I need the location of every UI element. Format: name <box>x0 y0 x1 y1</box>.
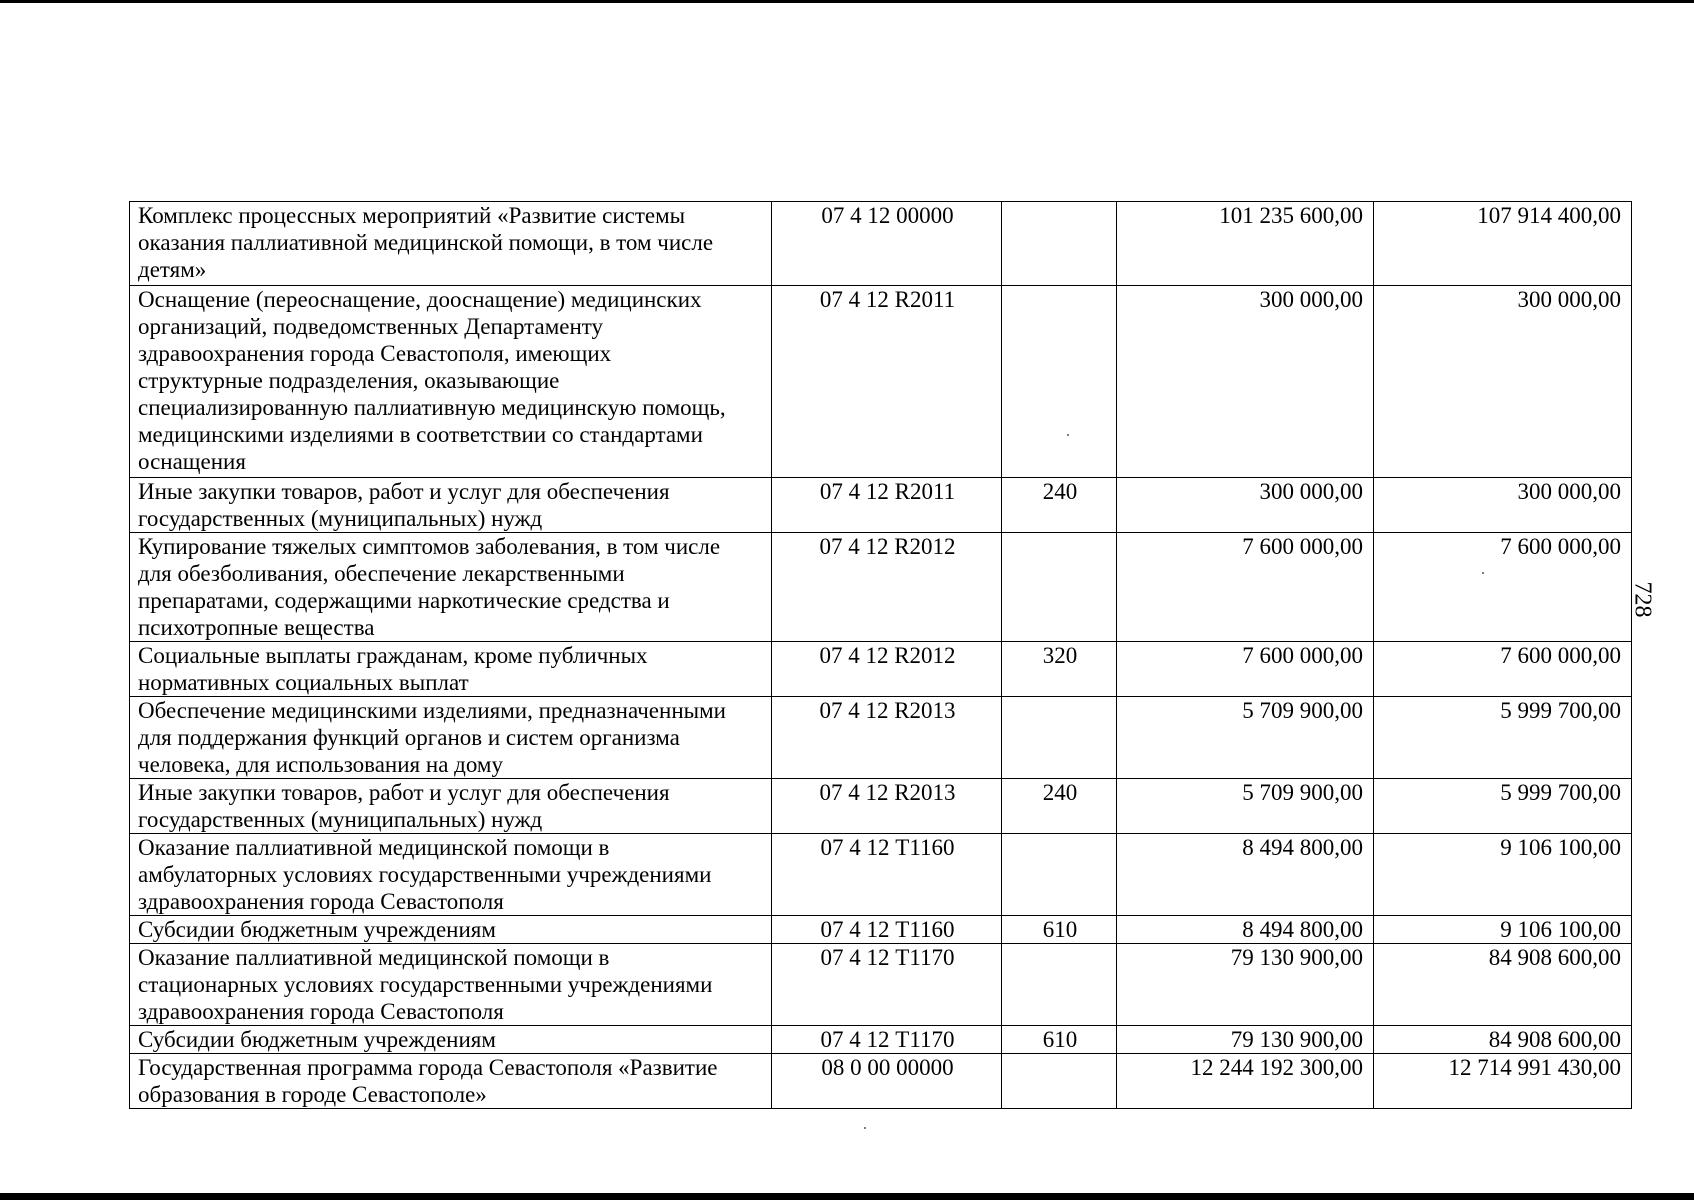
row-name-cell: Оказание паллиативной медицинской помощи в стационарных условиях государственными учреждениями здравоохранения города Севастополя <box>130 944 772 1026</box>
row-name-cell: Иные закупки товаров, работ и услуг для обеспечения государственных (муниципальных) нужд <box>130 478 772 533</box>
row-name-cell: Субсидии бюджетным учреждениям <box>130 1026 772 1054</box>
row-amount-year2-cell: 300 000,00 <box>1374 286 1632 478</box>
table-row <box>130 202 1632 286</box>
row-expense-type-cell <box>1002 697 1117 779</box>
row-code-cell: 07 4 12 R2012 <box>772 642 1002 697</box>
row-amount-year1-cell: 8 494 800,00 <box>1117 834 1374 916</box>
row-amount-year1-cell: 300 000,00 <box>1117 286 1374 478</box>
table-row <box>130 779 1632 834</box>
row-amount-year1-cell: 8 494 800,00 <box>1117 916 1374 944</box>
row-code-cell: 07 4 12 R2011 <box>772 478 1002 533</box>
row-amount-year2-cell: 84 908 600,00 <box>1374 944 1632 1026</box>
row-expense-type-cell: 240 <box>1002 779 1117 834</box>
row-name-cell: Субсидии бюджетным учреждениям <box>130 916 772 944</box>
row-expense-type-cell: 610 <box>1002 1026 1117 1054</box>
row-amount-year2-cell: 7 600 000,00 <box>1374 642 1632 697</box>
row-code-cell: 08 0 00 00000 <box>772 1054 1002 1109</box>
table-row <box>130 286 1632 478</box>
row-amount-year2-cell: 84 908 600,00 <box>1374 1026 1632 1054</box>
row-expense-type-cell <box>1002 834 1117 916</box>
row-name-cell: Государственная программа города Севастополя «Развитие образования в городе Севастополе» <box>130 1054 772 1109</box>
row-code-cell: 07 4 12 R2013 <box>772 697 1002 779</box>
scan-bottom-edge <box>0 1193 1694 1200</box>
budget-table-body <box>130 202 1632 1109</box>
row-expense-type-cell: 610 <box>1002 916 1117 944</box>
page-number: 728 <box>1629 581 1656 618</box>
row-amount-year1-cell: 79 130 900,00 <box>1117 944 1374 1026</box>
table-row <box>130 916 1632 944</box>
row-expense-type-cell: 320 <box>1002 642 1117 697</box>
row-amount-year2-cell: 107 914 400,00 <box>1374 202 1632 286</box>
row-amount-year1-cell: 79 130 900,00 <box>1117 1026 1374 1054</box>
row-code-cell: 07 4 12 R2013 <box>772 779 1002 834</box>
row-name-cell: Комплекс процессных мероприятий «Развитие системы оказания паллиативной медицинской помощи, в том числе детям» <box>130 202 772 286</box>
row-name-cell: Обеспечение медицинскими изделиями, предназначенными для поддержания функций органов и систем организма человека, для использования на дому <box>130 697 772 779</box>
row-name-cell: Оснащение (переоснащение, дооснащение) медицинских организаций, подведомственных Департаменту здравоохранения города Севастополя, имеющих структурные подразделения, оказывающие специализированную паллиативную медицинскую помощь, медицинскими изделиями в соответствии со стандартами оснащения <box>130 286 772 478</box>
scan-speck <box>864 1127 866 1129</box>
scan-top-edge <box>0 0 1694 3</box>
row-code-cell: 07 4 12 R2012 <box>772 533 1002 642</box>
row-code-cell: 07 4 12 00000 <box>772 202 1002 286</box>
row-expense-type-cell <box>1002 533 1117 642</box>
row-amount-year2-cell: 9 106 100,00 <box>1374 834 1632 916</box>
scan-speck <box>1067 434 1069 436</box>
table-row <box>130 533 1632 642</box>
row-amount-year2-cell: 7 600 000,00 <box>1374 533 1632 642</box>
row-expense-type-cell <box>1002 286 1117 478</box>
row-amount-year1-cell: 5 709 900,00 <box>1117 779 1374 834</box>
table-row <box>130 1054 1632 1109</box>
row-expense-type-cell <box>1002 1054 1117 1109</box>
row-amount-year2-cell: 12 714 991 430,00 <box>1374 1054 1632 1109</box>
table-row <box>130 697 1632 779</box>
row-code-cell: 07 4 12 Т1170 <box>772 944 1002 1026</box>
row-amount-year2-cell: 9 106 100,00 <box>1374 916 1632 944</box>
row-code-cell: 07 4 12 Т1160 <box>772 834 1002 916</box>
row-amount-year2-cell: 300 000,00 <box>1374 478 1632 533</box>
row-expense-type-cell <box>1002 944 1117 1026</box>
row-amount-year1-cell: 7 600 000,00 <box>1117 642 1374 697</box>
row-name-cell: Купирование тяжелых симптомов заболевания, в том числе для обезболивания, обеспечение лекарственными препаратами, содержащими наркотические средства и психотропные вещества <box>130 533 772 642</box>
row-code-cell: 07 4 12 Т1170 <box>772 1026 1002 1054</box>
table-row <box>130 642 1632 697</box>
row-code-cell: 07 4 12 Т1160 <box>772 916 1002 944</box>
scan-speck <box>1482 572 1484 574</box>
row-name-cell: Социальные выплаты гражданам, кроме публичных нормативных социальных выплат <box>130 642 772 697</box>
table-row <box>130 944 1632 1026</box>
row-expense-type-cell <box>1002 202 1117 286</box>
row-amount-year1-cell: 7 600 000,00 <box>1117 533 1374 642</box>
row-amount-year2-cell: 5 999 700,00 <box>1374 697 1632 779</box>
table-row <box>130 1026 1632 1054</box>
row-name-cell: Оказание паллиативной медицинской помощи в амбулаторных условиях государственными учреждениями здравоохранения города Севастополя <box>130 834 772 916</box>
row-amount-year2-cell: 5 999 700,00 <box>1374 779 1632 834</box>
row-expense-type-cell: 240 <box>1002 478 1117 533</box>
row-amount-year1-cell: 101 235 600,00 <box>1117 202 1374 286</box>
row-amount-year1-cell: 300 000,00 <box>1117 478 1374 533</box>
table-row <box>130 478 1632 533</box>
row-amount-year1-cell: 12 244 192 300,00 <box>1117 1054 1374 1109</box>
table-row <box>130 834 1632 916</box>
row-name-cell: Иные закупки товаров, работ и услуг для обеспечения государственных (муниципальных) нужд <box>130 779 772 834</box>
row-amount-year1-cell: 5 709 900,00 <box>1117 697 1374 779</box>
row-code-cell: 07 4 12 R2011 <box>772 286 1002 478</box>
budget-table <box>129 201 1632 1109</box>
